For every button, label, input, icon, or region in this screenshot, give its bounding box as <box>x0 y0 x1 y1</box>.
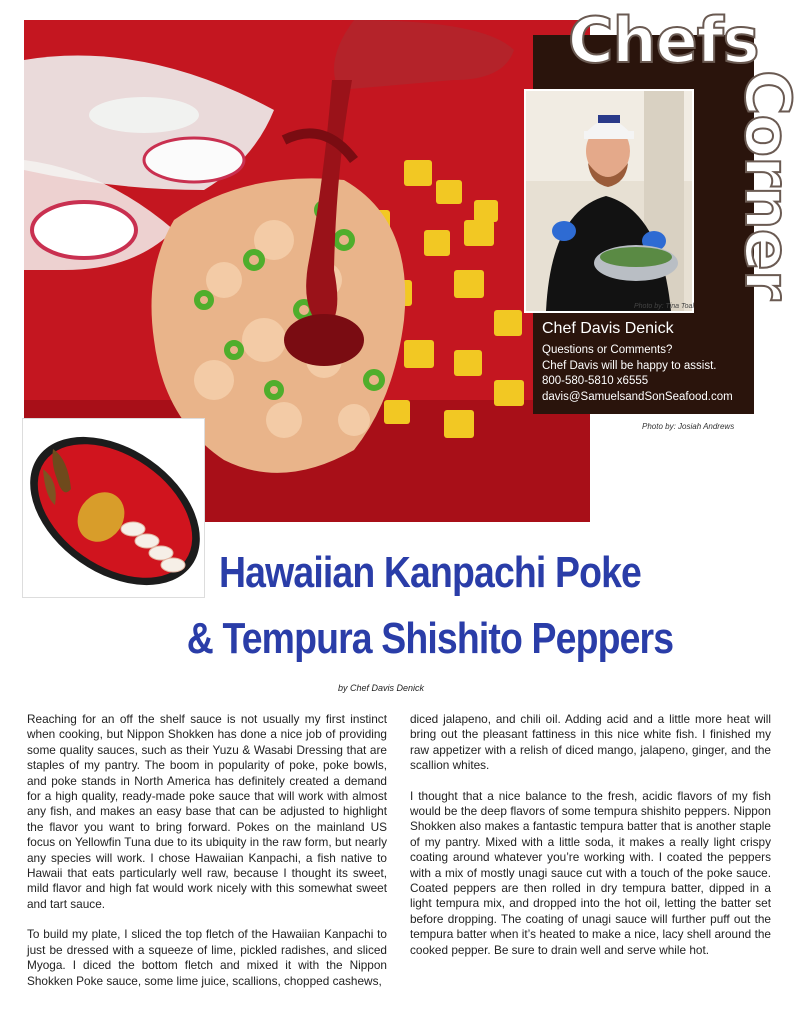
paragraph: I thought that a nice balance to the fresh, acidic flavors of my fish would be the deep flavors of some tempura shishito peppers. Nippon Shokken also makes a fantastic tempura batter that is another staple of my pantry. Mixed with a little soda, it makes a really light crispy coating around whatever you’re working with. I coated the peppers with a mix of mostly unagi sauce cut with a touch of the poke sauce. Coated peppers are then rolled in dry tempura batter, dipped in a light tempura mix, and dropped into the hot oil, letting the batter set before dropping. The coating of unagi sauce will further puff out the tempura batter when it’s heated to make a nice, lacy shell around the cooked pepper. Be sure to drain well and serve while hot. <box>410 788 771 957</box>
chef-photo-credit: Photo by: Tina Toal <box>634 303 694 310</box>
corner-side-label: Corner <box>731 70 804 300</box>
chefs-corner-title: Chefs <box>568 4 759 77</box>
contact-line: Questions or Comments? <box>542 344 673 356</box>
article-column-left <box>27 712 387 1004</box>
chef-contact-info <box>542 343 733 405</box>
article-column-right <box>410 712 771 973</box>
paragraph: To build my plate, I sliced the top fletch of the Hawaiian Kanpachi to just be dressed with a squeeze of lime, pickled radishes, and sliced Myoga. I diced the bottom fletch and mixed it with the Nippon Shokken Poke sauce, some lime juice, scallions, chopped cashews, <box>27 927 387 988</box>
article-headline-line1: Hawaiian Kanpachi Poke <box>219 548 641 597</box>
chef-portrait-photo <box>524 89 694 313</box>
contact-email: davis@SamuelsandSonSeafood.com <box>542 390 733 403</box>
paragraph: diced jalapeno, and chili oil. Adding acid and a little more heat will bring out the pleasant fattiness in this nice white fish. I finished my raw appetizer with a relish of diced mango, jalapeno, ginger, and the scallion whites. <box>410 712 771 773</box>
contact-phone: 800-580-5810 x6555 <box>542 375 649 387</box>
article-headline-line2: & Tempura Shishito Peppers <box>186 614 674 663</box>
hero-photo-credit: Photo by: Josiah Andrews <box>642 422 735 431</box>
chef-name: Chef Davis Denick <box>542 320 674 337</box>
contact-line: Chef Davis will be happy to assist. <box>542 359 717 372</box>
paragraph: Reaching for an off the shelf sauce is not usually my first instinct when cooking, but Nippon Shokken has done a nice job of providing some quality sauces, such as their Yuzu & Wasabi Dressing that are staples of my pantry. The boom in popularity of poke, poke bowls, and poke stands in North America has definitely created a demand for a high quality, ready-made poke sauce that will work with almost any fish, and makes an easy base that can be adjusted to highlight the flavor you want to bring forward. Pokes on the mainland US focus on Yellowfin Tuna due to its ubiquity in the raw form, but nearly any species will work. I chose Hawaiian Kanpachi, a fish native to Hawaii that eats particularly well raw, because I thought its sweet, mild flavor and high fat would work nicely with this somewhat sweet and tart sauce. <box>27 712 387 911</box>
chefs-corner-side-title <box>728 70 804 330</box>
article-byline: by Chef Davis Denick <box>338 683 425 693</box>
